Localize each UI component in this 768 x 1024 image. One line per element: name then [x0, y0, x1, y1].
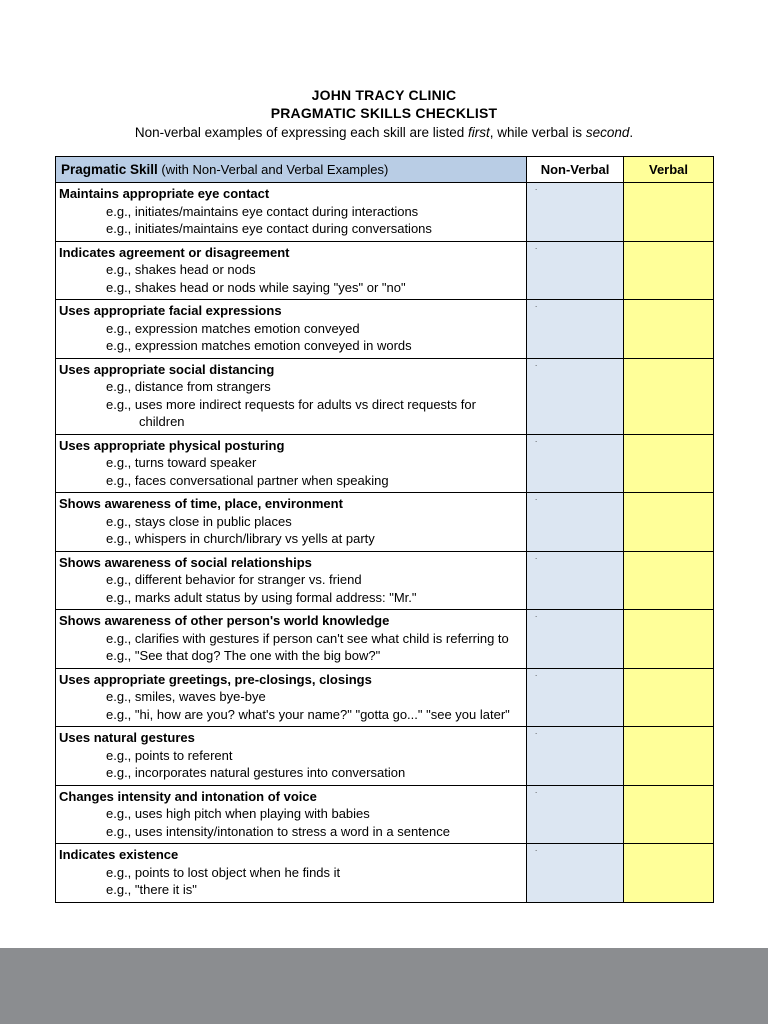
- skill-example: e.g., smiles, waves bye-bye: [106, 689, 266, 704]
- skill-example: e.g., distance from strangers: [106, 379, 271, 394]
- skill-example: e.g., shakes head or nods: [106, 262, 256, 277]
- verbal-cell: [624, 551, 714, 610]
- subtitle-italic-first: first: [468, 125, 490, 140]
- table-row: [56, 493, 714, 552]
- nonverbal-cell: [527, 493, 624, 552]
- verbal-cell: [624, 610, 714, 669]
- nonverbal-cell: [527, 241, 624, 300]
- header-skill-column: [56, 157, 527, 183]
- verbal-cell: [624, 844, 714, 903]
- cell-mark: .: [535, 183, 538, 192]
- skill-example: e.g., initiates/maintains eye contact during interactions: [106, 203, 419, 219]
- skill-title: Maintains appropriate eye contact: [59, 186, 270, 201]
- skill-cell: [56, 300, 527, 359]
- skill-cell: [56, 727, 527, 786]
- table-row: [56, 300, 714, 359]
- pragmatic-skills-table: [55, 156, 714, 903]
- nonverbal-cell: [527, 668, 624, 727]
- skill-example: e.g., whispers in church/library vs yells at party: [106, 531, 375, 546]
- cell-mark: .: [535, 668, 538, 678]
- verbal-cell: [624, 668, 714, 727]
- table-row: [56, 358, 714, 434]
- skill-example: e.g., different behavior for stranger vs. friend: [106, 572, 362, 587]
- nonverbal-cell: [527, 551, 624, 610]
- skill-title: Uses appropriate facial expressions: [59, 303, 282, 318]
- header-verbal-column: Verbal: [624, 157, 714, 183]
- cell-mark: .: [535, 300, 538, 309]
- skill-title: Shows awareness of social relationships: [59, 554, 312, 570]
- verbal-cell: [624, 434, 714, 493]
- skill-title: Changes intensity and intonation of voice: [59, 788, 317, 804]
- table-row: [56, 434, 714, 493]
- verbal-cell: [624, 727, 714, 786]
- cell-mark: .: [535, 241, 538, 251]
- skill-cell: [56, 183, 527, 242]
- nonverbal-cell: [527, 300, 624, 359]
- skill-example: e.g., incorporates natural gestures into conversation: [106, 765, 406, 780]
- skill-example: e.g., turns toward speaker: [106, 455, 257, 470]
- skill-title: Indicates agreement or disagreement: [59, 244, 290, 260]
- skill-example: e.g., points to lost object when he finds it: [106, 864, 341, 880]
- subtitle-part3: .: [629, 125, 634, 140]
- cell-mark: .: [535, 610, 538, 619]
- verbal-cell: [624, 493, 714, 552]
- skill-example: e.g., marks adult status by using formal address: "Mr.": [106, 589, 417, 605]
- skill-example: e.g., faces conversational partner when speaking: [106, 472, 389, 488]
- skill-title: Shows awareness of time, place, environment: [59, 496, 343, 511]
- skill-cell: [56, 610, 527, 669]
- skill-cell: [56, 434, 527, 493]
- skill-example: e.g., "hi, how are you? what's your name?" "gotta go..." "see you later": [106, 706, 510, 722]
- subtitle: [0, 123, 768, 142]
- nonverbal-cell: [527, 434, 624, 493]
- table-row: [56, 551, 714, 610]
- table-header-row: [56, 157, 714, 183]
- skill-example: e.g., shakes head or nods while saying "yes" or "no": [106, 279, 406, 295]
- checklist-title: PRAGMATIC SKILLS CHECKLIST: [270, 105, 498, 121]
- verbal-cell: [624, 358, 714, 434]
- verbal-cell: [624, 300, 714, 359]
- skill-title: Uses natural gestures: [59, 730, 195, 745]
- nonverbal-cell: [527, 183, 624, 242]
- table-row: [56, 727, 714, 786]
- cell-mark: .: [535, 844, 538, 853]
- skill-example: e.g., expression matches emotion conveyed: [106, 320, 360, 336]
- skill-cell: [56, 668, 527, 727]
- table-row: [56, 183, 714, 242]
- skill-title: Indicates existence: [59, 847, 179, 862]
- skill-example: e.g., expression matches emotion conveyed in words: [106, 338, 412, 353]
- subtitle-part2: , while verbal is: [489, 125, 586, 140]
- header-nonverbal-column: Non-Verbal: [527, 157, 624, 183]
- table-row: [56, 610, 714, 669]
- header-skill-rest: (with Non-Verbal and Verbal Examples): [157, 162, 389, 177]
- skill-example: e.g., stays close in public places: [106, 513, 292, 529]
- skill-example: e.g., initiates/maintains eye contact during conversations: [106, 221, 432, 236]
- skill-cell: [56, 551, 527, 610]
- skill-example: e.g., points to referent: [106, 747, 233, 763]
- verbal-cell: [624, 241, 714, 300]
- skill-example: e.g., uses high pitch when playing with babies: [106, 806, 370, 821]
- skill-cell: [56, 844, 527, 903]
- verbal-cell: [624, 183, 714, 242]
- cell-mark: .: [535, 551, 538, 561]
- header-skill-bold: Pragmatic Skill: [61, 162, 158, 177]
- table-row: [56, 668, 714, 727]
- nonverbal-cell: [527, 785, 624, 844]
- nonverbal-cell: [527, 610, 624, 669]
- skill-example: e.g., uses intensity/intonation to stress a word in a sentence: [106, 823, 450, 839]
- skill-title: Uses appropriate greetings, pre-closings, closings: [59, 671, 372, 687]
- skill-title: Uses appropriate social distancing: [59, 361, 275, 377]
- skill-example: e.g., "See that dog? The one with the big bow?": [106, 648, 381, 663]
- skill-cell: [56, 493, 527, 552]
- skill-cell: [56, 785, 527, 844]
- skill-title: Shows awareness of other person's world knowledge: [59, 613, 390, 628]
- nonverbal-cell: [527, 727, 624, 786]
- cell-mark: .: [535, 727, 538, 736]
- skill-example: e.g., "there it is": [106, 882, 197, 897]
- subtitle-italic-second: second: [585, 125, 630, 140]
- cell-mark: .: [535, 434, 538, 444]
- subtitle-part1: Non-verbal examples of expressing each skill are listed: [134, 125, 469, 140]
- cell-mark: .: [535, 358, 538, 368]
- nonverbal-cell: [527, 844, 624, 903]
- cell-mark: .: [535, 493, 538, 502]
- skill-cell: [56, 241, 527, 300]
- document-header: [0, 86, 768, 142]
- skill-example: e.g., clarifies with gestures if person can't see what child is referring to: [106, 630, 509, 646]
- cell-mark: .: [535, 785, 538, 795]
- table-row: [56, 844, 714, 903]
- checklist-body: [56, 183, 714, 903]
- skill-title: Uses appropriate physical posturing: [59, 437, 285, 453]
- nonverbal-cell: [527, 358, 624, 434]
- table-row: [56, 241, 714, 300]
- skill-cell: [56, 358, 527, 434]
- skill-example: e.g., uses more indirect requests for adults vs direct requests for children: [106, 396, 476, 429]
- verbal-cell: [624, 785, 714, 844]
- table-row: [56, 785, 714, 844]
- clinic-title: JOHN TRACY CLINIC: [311, 87, 457, 103]
